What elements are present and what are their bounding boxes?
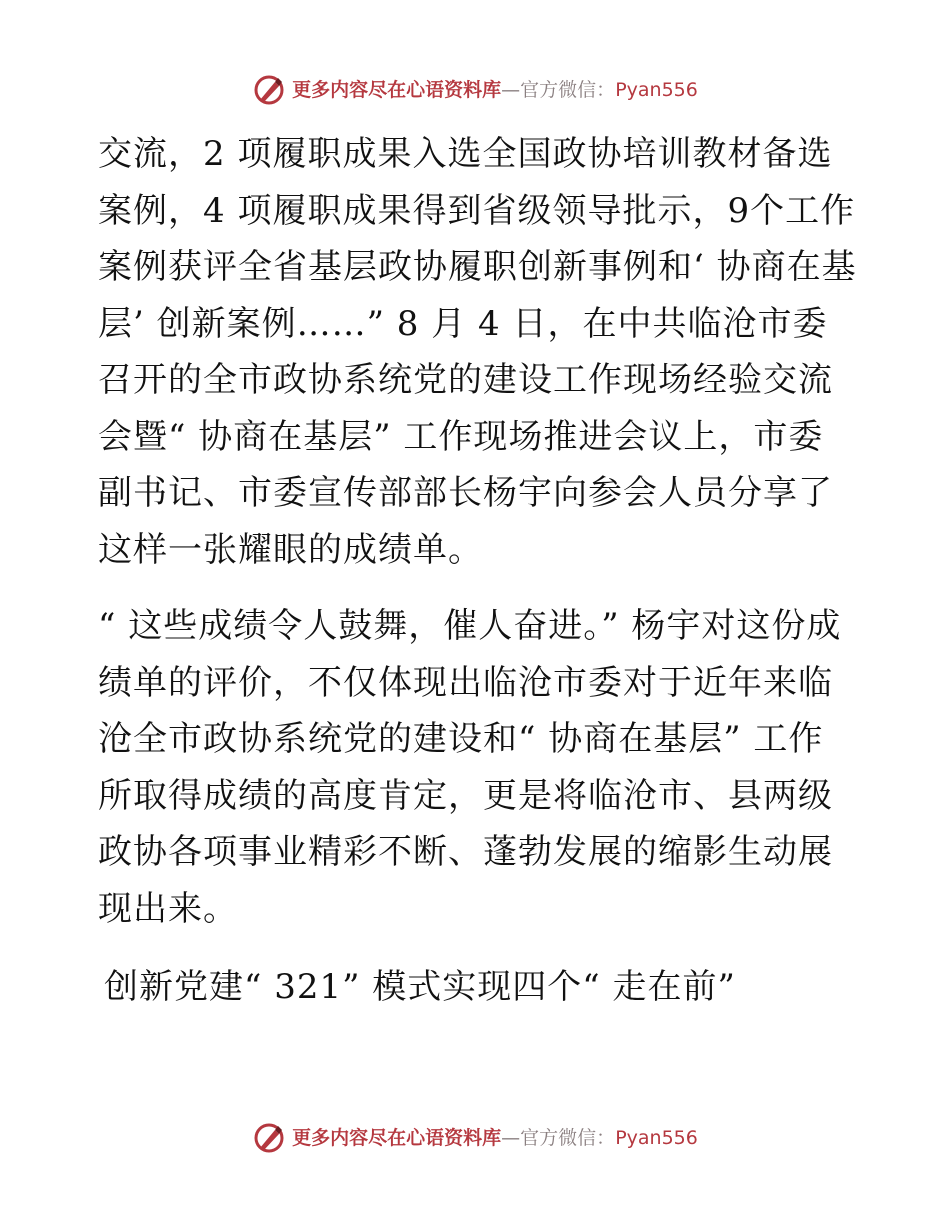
paragraph-1: 交流，2 项履职成果入选全国政协培训教材备选案例，4 项履职成果得到省级领导批示，9个工作案例获评全省基层政协履职创新事例和‘ 协商在基层’ 创新案例……” 8 月 4 日，在中共临沧市委召开的全市政协系统党的建设工作现场经验交流会暨“ 协商在基层” 工作现场推进会议上，市委副书记、市委宣传部部长杨宇向参会人员分享了这样一张耀眼的成绩单。 (98, 134, 857, 570)
pen-logo-icon (252, 1121, 286, 1155)
watermark-wechat-id: Pyan556 (615, 78, 698, 101)
section-heading: 创新党建“ 321” 模式实现四个“ 走在前” (104, 967, 736, 1007)
watermark-main-text: 更多内容尽在心语资料库 (292, 1126, 502, 1149)
pen-logo-icon (252, 73, 286, 107)
watermark-separator: — (501, 1126, 521, 1149)
document-body (98, 126, 858, 1016)
watermark-wechat-label: 官方微信： (520, 1126, 616, 1149)
watermark-wechat-id: Pyan556 (615, 1126, 698, 1149)
paragraph-2: “ 这些成绩令人鼓舞，催人奋进。” 杨宇对这份成绩单的评价，不仅体现出临沧市委对于近年来临沧全市政协系统党的建设和“ 协商在基层” 工作所取得成绩的高度肯定，更是将临沧市、县两级政协各项事业精彩不断、蓬勃发展的缩影生动展现出来。 (98, 606, 842, 929)
footer-watermark (0, 1118, 950, 1158)
watermark-main-text: 更多内容尽在心语资料库 (292, 78, 502, 101)
watermark-wechat-label: 官方微信： (520, 78, 616, 101)
watermark-separator: — (501, 78, 521, 101)
watermark-text (292, 78, 698, 101)
header-watermark (0, 70, 950, 110)
watermark-text (292, 1126, 698, 1149)
